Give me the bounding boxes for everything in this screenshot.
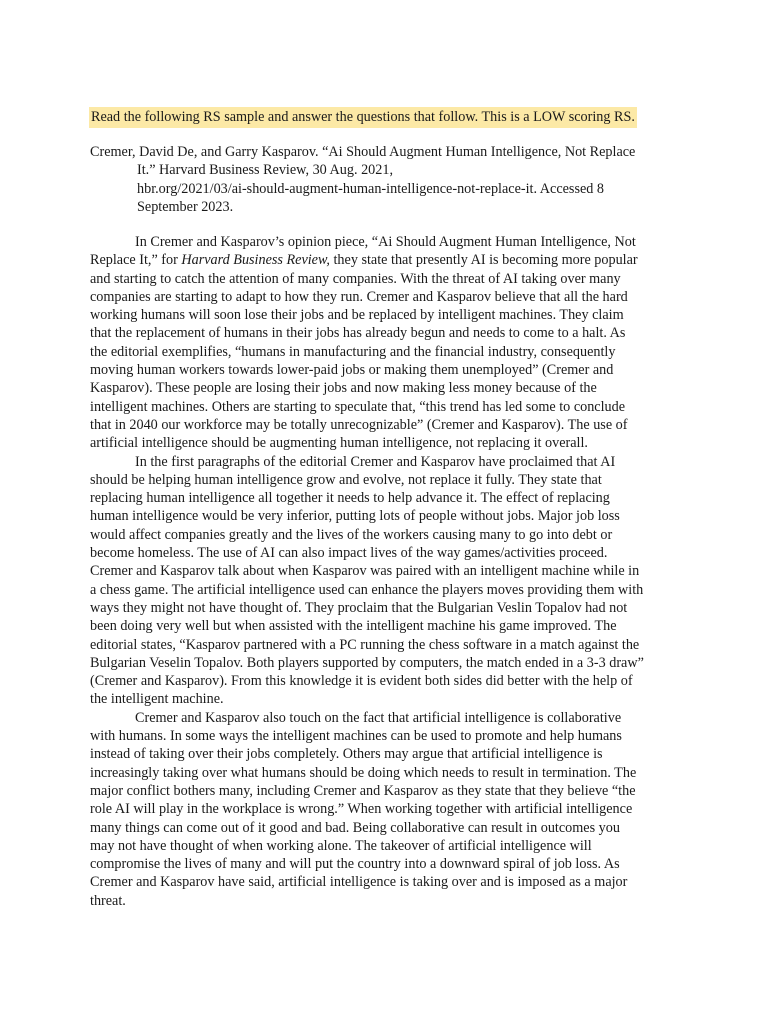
paragraph-line: increasingly taking over what humans should be doing which needs to result in termination. The	[90, 764, 637, 781]
paragraph-line: many things can come out of it good and bad. Being collaborative can result in outcomes you	[90, 819, 620, 836]
paragraph-line: artificial intelligence should be augmenting human intelligence, not replacing it overall.	[90, 435, 588, 452]
paragraph-line: would affect companies greatly and the lives of the workers causing many to go into debt or	[90, 526, 613, 543]
essay-paragraph-3	[90, 709, 680, 910]
paragraph-line: (Cremer and Kasparov). From this knowledge it is evident both sides did better with the help of	[90, 673, 633, 690]
paragraph-line: the intelligent machine.	[90, 691, 224, 708]
publication-title: Harvard Business Review,	[181, 252, 330, 269]
paragraph-line: major conflict bothers many, including Cremer and Kasparov as they state that they believe “the	[90, 782, 636, 799]
paragraph-line: intelligent machines. Others are starting to speculate that, “this trend has led some to conclude	[90, 398, 626, 415]
instruction-highlight: Read the following RS sample and answer the questions that follow. This is a LOW scoring RS.	[89, 107, 637, 128]
paragraph-line: Kasparov). These people are losing their jobs and now making less money because of the	[90, 380, 597, 397]
paragraph-line: that in 2040 our workforce may be totally unrecognizable” (Cremer and Kasparov). The use of	[90, 416, 628, 433]
paragraph-line: editorial states, “Kasparov partnered with a PC running the chess software in a match against the	[90, 636, 640, 653]
essay-paragraph-2	[90, 453, 680, 709]
line-text: they state that presently AI is becoming more popular	[329, 252, 638, 269]
paragraph-line: moving human workers towards lower-paid jobs or making them unemployed” (Cremer and	[90, 362, 614, 379]
paragraph-line: been doing very well but when assisted with the intelligent machine his game improved. The	[90, 618, 617, 635]
paragraph-line: may not have thought of when working alone. The takeover of artificial intelligence will	[90, 837, 592, 854]
paragraph-line: role AI will play in the workplace is wrong.” When working together with artificial intelligence	[90, 801, 633, 818]
paragraph-line: companies are starting to adapt to how they run. Cremer and Kasparov believe that all the hard	[90, 288, 628, 305]
citation-line: hbr.org/2021/03/ai-should-augment-human-intelligence-not-replace-it. Accessed 8	[137, 180, 604, 197]
paragraph-line: the editorial exemplifies, “humans in manufacturing and the financial industry, consequently	[90, 343, 616, 360]
paragraph-line: replacing human intelligence all together it needs to help advance it. The effect of replacing	[90, 490, 610, 507]
paragraph-line: a chess game. The artificial intelligence used can enhance the players moves providing them with	[90, 581, 644, 598]
paragraph-line: become homeless. The use of AI can also impact lives of the way games/activities proceed.	[90, 545, 608, 562]
essay-body	[90, 233, 680, 910]
paragraph-line	[90, 251, 680, 269]
essay-paragraph-1	[90, 233, 680, 453]
paragraph-line: ways they might not have thought of. They proclaim that the Bulgarian Veslin Topalov had not	[90, 599, 628, 616]
paragraph-line: Cremer and Kasparov have said, artificial intelligence is taking over and is imposed as a major	[90, 874, 628, 891]
paragraph-line: compromise the lives of many and will put the country into a downward spiral of job loss. As	[90, 856, 620, 873]
paragraph-line: human intelligence would be very inferior, putting lots of people without jobs. Major job loss	[90, 508, 620, 525]
paragraph-line: In Cremer and Kasparov’s opinion piece, “Ai Should Augment Human Intelligence, Not	[135, 234, 636, 250]
line-text: Replace It,” for	[90, 252, 182, 269]
paragraph-line: instead of taking over their jobs completely. Others may argue that artificial intelligence is	[90, 746, 603, 763]
paragraph-line: Bulgarian Veselin Topalov. Both players supported by computers, the match ended in a 3-3 draw”	[90, 654, 644, 671]
paragraph-line: and starting to catch the attention of many companies. With the threat of AI taking over many	[90, 270, 621, 287]
paragraph-line: with humans. In some ways the intelligent machines can be used to promote and help humans	[90, 728, 622, 745]
citation-line: It.” Harvard Business Review, 30 Aug. 2021,	[137, 162, 393, 179]
citation-line: September 2023.	[137, 198, 234, 215]
paragraph-line: threat.	[90, 892, 126, 909]
works-cited-entry	[90, 143, 670, 216]
paragraph-line: that the replacement of humans in their jobs has already begun and needs to come to a halt. As	[90, 325, 626, 342]
paragraph-line: working humans will soon lose their jobs and be replaced by intelligent machines. They claim	[90, 307, 624, 324]
paragraph-line: Cremer and Kasparov talk about when Kasparov was paired with an intelligent machine while in	[90, 563, 640, 580]
citation-line: Cremer, David De, and Garry Kasparov. “Ai Should Augment Human Intelligence, Not Replace	[90, 144, 636, 160]
paragraph-line: In the first paragraphs of the editorial Cremer and Kasparov have proclaimed that AI	[135, 453, 616, 470]
paragraph-line: Cremer and Kasparov also touch on the fact that artificial intelligence is collaborative	[135, 709, 622, 726]
paragraph-line: should be helping human intelligence grow and evolve, not replace it fully. They state that	[90, 471, 602, 488]
